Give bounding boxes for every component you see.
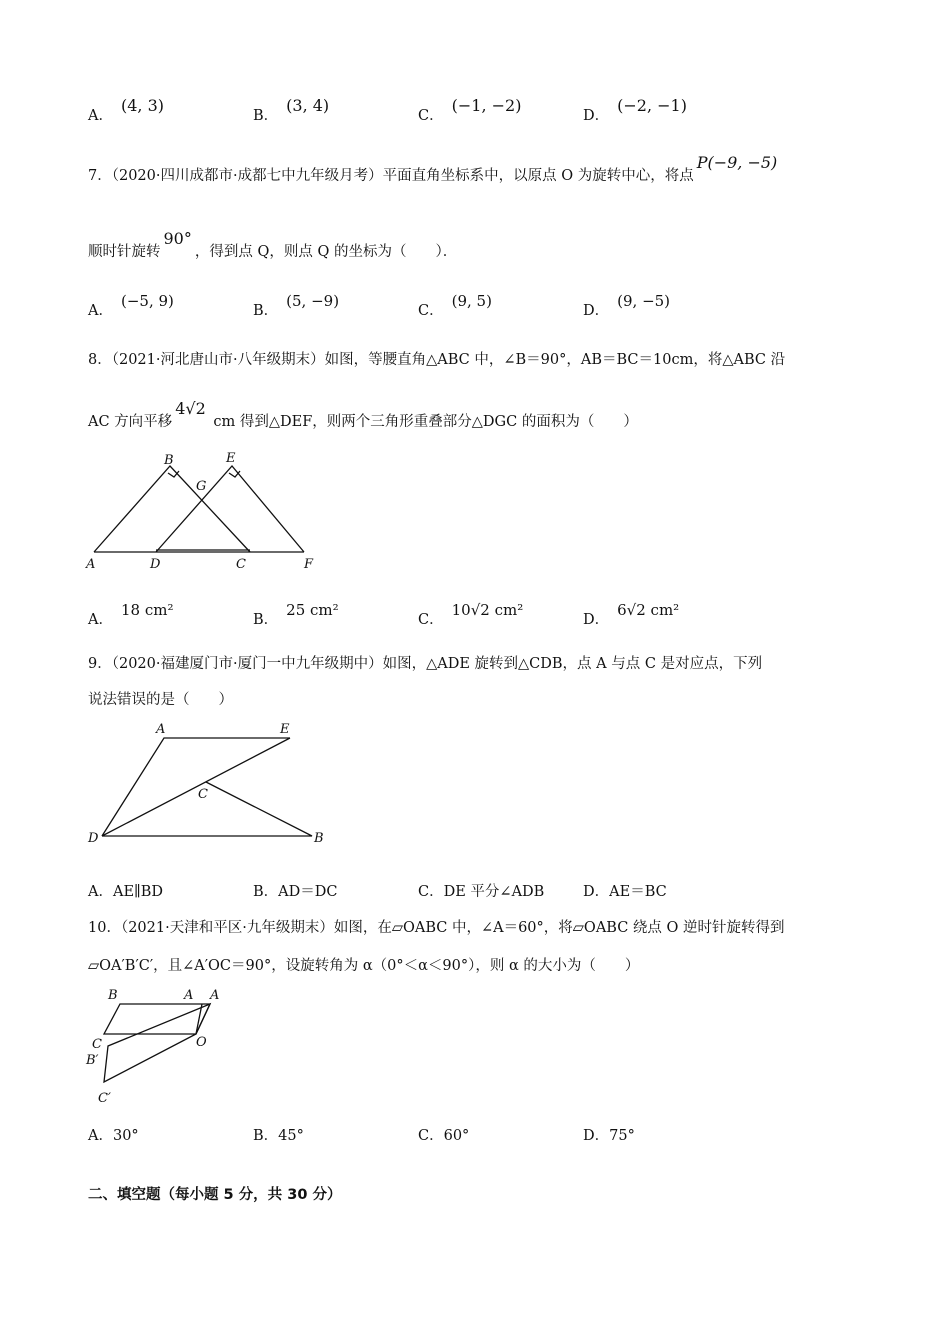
label-e: E (280, 722, 290, 737)
q7-stem-line1: 7．（2020·四川成都市·成都七中九年级月考）平面直角坐标系中，以原点 O 为旋转中心，将点P(−9, −5) (88, 164, 780, 185)
q7-option-d[interactable]: D．(9, −5) (583, 292, 671, 319)
triangle-def (156, 466, 304, 552)
label-b: B (108, 988, 118, 1003)
q9-stem-line1: 9．（2020·福建厦门市·厦门一中九年级期中）如图，△ADE 旋转到△CDB，点 A 与点 C 是对应点，下列 (88, 656, 763, 672)
q9-option-d[interactable]: D．AE＝BC (583, 884, 667, 900)
label-c: C (236, 557, 246, 572)
section-title: 二、填空题（每小题 5 分，共 30 分） (88, 1187, 342, 1203)
label-c: C (92, 1037, 102, 1052)
label-b-double-prime: B′ (86, 1053, 99, 1068)
q6-option-c[interactable]: C．(−1, −2) (418, 96, 522, 124)
q6-option-b[interactable]: B．(3, 4) (253, 96, 330, 124)
q7-options (88, 286, 878, 320)
label-e: E (226, 451, 236, 466)
q9-stem-line2: 说法错误的是（ ） (88, 692, 233, 708)
label-b: B (314, 831, 324, 846)
label-c-prime: C′ (98, 1091, 111, 1106)
q8-option-d[interactable]: D．6√2 cm² (583, 601, 680, 628)
q8-stem-line1: 8．（2021·河北唐山市·八年级期末）如图，等腰直角△ABC 中，∠B＝90°，AB＝BC＝10cm，将△ABC 沿 (88, 352, 786, 368)
label-g: G (196, 479, 207, 494)
q8-option-b[interactable]: B．25 cm² (253, 601, 339, 628)
q10-options (88, 1124, 878, 1158)
q9-option-c[interactable]: C．DE 平分∠ADB (418, 884, 545, 900)
label-b: B (164, 453, 174, 468)
q7-option-b[interactable]: B．(5, −9) (253, 292, 340, 319)
q8-option-c[interactable]: C．10√2 cm² (418, 601, 524, 628)
q8-options (88, 594, 878, 628)
q7-angle: 90° (163, 229, 192, 248)
q7-stem-line2: 顺时针旋转90°，得到点 Q，则点 Q 的坐标为（ ）． (88, 229, 458, 260)
q9-figure (84, 716, 344, 850)
q7-option-c[interactable]: C．(9, 5) (418, 292, 492, 319)
q8-stem-line2: AC 方向平移4√2 cm 得到△DEF，则两个三角形重叠部分△DGC 的面积为（ ） (88, 399, 638, 430)
label-o: O (196, 1035, 207, 1050)
label-a: A (86, 557, 96, 572)
q10-option-d[interactable]: D．75° (583, 1128, 635, 1144)
q8-option-a[interactable]: A．18 cm² (88, 601, 174, 628)
label-a: A (210, 988, 220, 1003)
q10-option-a[interactable]: A．30° (88, 1128, 139, 1144)
q10-option-c[interactable]: C．60° (418, 1128, 470, 1144)
label-d: D (150, 557, 161, 572)
segment-de (102, 738, 290, 836)
parallelogram-oabc (104, 1004, 210, 1034)
label-d: D (88, 831, 99, 846)
q6-options (88, 90, 878, 124)
label-a: A (156, 722, 166, 737)
label-a-prime: A (184, 988, 194, 1003)
q9-option-b[interactable]: B．AD＝DC (253, 884, 338, 900)
q10-option-b[interactable]: B．45° (253, 1128, 304, 1144)
triangle-abc (94, 466, 250, 552)
q9-options (88, 880, 878, 914)
q6-option-d[interactable]: D．(−2, −1) (583, 96, 687, 124)
q7-point: P(−9, −5) (696, 153, 778, 172)
q9-option-a[interactable]: A．AE∥BD (88, 884, 164, 900)
q7-option-a[interactable]: A．(−5, 9) (88, 292, 174, 319)
label-f: F (304, 557, 314, 572)
q8-figure (84, 446, 334, 576)
q10-stem-line2: ▱OA′B′C′，且∠A′OC＝90°，设旋转角为 α（0°＜α＜90°），则 α 的大小为（ ） (88, 958, 640, 974)
label-c: C (198, 787, 208, 802)
q6-option-a[interactable]: A．(4, 3) (88, 96, 164, 124)
q8-shift: 4√2 (175, 399, 206, 418)
q10-figure (84, 984, 234, 1108)
parallelogram-oabc-rotated (104, 1004, 210, 1082)
q10-stem-line1: 10．（2021·天津和平区·九年级期末）如图，在▱OABC 中，∠A＝60°，将▱OABC 绕点 O 逆时针旋转得到 (88, 920, 785, 936)
